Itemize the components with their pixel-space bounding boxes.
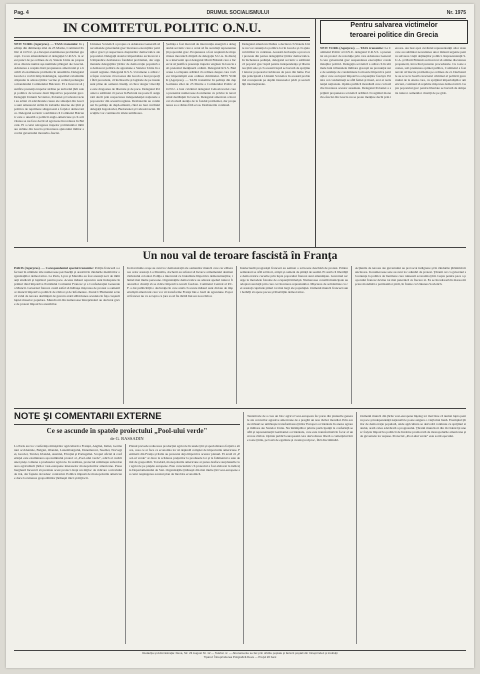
- column-divider: [123, 266, 124, 404]
- column-divider: [236, 266, 237, 404]
- france-article-column-4: Acţiunile de teroare ale guvernului au provocat indignare şi în rândurile ţărănimii muncitoare. In numeroase sate au avut loc adunări de protest. Ţăranii cer ca guvernul să renunţe la politica de înarmare care ruinează economia ţării. Lupta pentru pace a poporului francez devine tot mai puternică cu fiecare zi. Ea se încadrează în marea mişcare mondială a partizanilor păcii, în frunte cu Uniunea Sovietică.: [355, 266, 466, 287]
- un-col1-text: In şedinţa din dimineaţa zilei de 23 Martie, Comitetul Politic al O.N.U. şi-a început examinarea problemei greceşti. Cu un amendament al delegaţiei U.R.S.S. la acest punct de pe ordinea de zi, Statele Unite au propus să se discute numai aşa numitele plângeri ale Greciei. Adunarea a respins însă propunerea americană şi a hotărît să examineze problema în ansamblu. Delegatul Greciei a vorbit timp îndelungat, repetând calomniile obişnuite la adresa ţărilor vecine şi cerând prelungirea mandatului Comitetului Balcanic. El a încercat să justifice prezenţa trupelor străine pe teritoriul ţării sale şi politica de teroare dusă împotriva poporului grec. Delegaţii Uniunii Sovietice, Poloniei şi Cehoslovaciei au arătat că adevăratele cauze ale situaţiei din Grecia sunt amestecul străin în treburile interne ale ţării şi politica de reprimare sângeroasă a forţelor democratice. Delegatul sovietic a subliniat că Comitetul Balcanic este o unealtă a politicii anglo-americane şi că activitatea sa nu face decât să agraveze încordarea în Balcani. El a cerut retragerea trupelor şi misiunilor militare străine din Grecia şi încetarea ajutorului militar acordat guvernului monarho-fascist.: [14, 42, 84, 136]
- greece-headline-line-1: Pentru salvarea victimelor: [350, 22, 438, 29]
- greece-dateline: NEW YORK (Agerpres). — TASS transmite:: [320, 46, 384, 50]
- header-rule: [14, 18, 466, 19]
- section-rule: [14, 408, 466, 409]
- un-article-column-4: Delegatul american Dulles a declarat că Statele Unite nu vor renunţa la politica lor în Grecia şi că ajutorul militar va continua. Această declaraţie a provocat proteste din partea delegaţiilor ţărilor democratice. In încheierea şedinţei, delegatul sovietic a subliniat că poporul grec luptă pentru independenţa şi libertatea ţării sale şi că această luptă se bucură de sprijinul tuturor popoarelor iubitoare de pace din lume. Poziţia principială a Uniunii Sovietice în această problemă corespunde pe deplin intereselor păcii şi securităţii internaţionale.: [242, 42, 310, 87]
- greece-text: La Comitetul Politic al O.N.U. delegatul U.R.S.S. a prezentat un proiect de rezoluţie prin care Adunarea Generală cere guvernului grec suspendarea execuţiilor condamnaţilor politici. Delegaţia sovietică a arătat că în ultimele luni tribunalele militare greceşti au pronunţat sute de sentinţe de condamnare la moarte împotriva patrioţilor care au luptat împotriva ocupanţilor fascişti. Printre cei condamnaţi se află femei şi tineri, eroi ai rezistenţei naţionale. Opinia publică mondială cere cu hotărîre încetarea acestor asasinate. Delegatul Poloniei a sprijinit propunerea sovietică arătând că regimul monarho-fascist din Grecia nu se poate menţine decât prin teroare. Au luat apoi cuvântul reprezentanţii altor state care au subliniat necesitatea unor măsuri urgente pentru salvarea vieţii deţinuţilor politici. Reprezentanţii S.U.A. şi Marii Britanii au încercat să amâne discutarea propunerii, invocând pretexte procedurale. Cu toate acestea, sub presiunea opiniei publice, Comitetul a fost nevoit să înscrie problema pe ordinea de zi. Dezbaterile au scos la iveală caracterul criminal al politicii guvernului de la Atena care, cu sprijinul imperialiştilor americani, continuă să reprime mişcarea democratică. Lupta poporului grec pentru libertate se bucură de simpatia tuturor oamenilor cinstiţi de pe glob.: [320, 46, 466, 99]
- un-article-column-1: [14, 42, 84, 242]
- issue-number: Nr. 1975: [446, 10, 466, 16]
- france-article-column-1: [14, 266, 120, 404]
- un-dateline: NEW YORK (Agerpres). — TASS transmite:: [14, 42, 79, 46]
- notes-byline: de G. RASSADIN: [110, 436, 144, 441]
- footer-line-1: Redacţia şi Administraţia: Deva, Str. 23 August Nr. 12 — Telefon nr. — Abonamente se fac prin oficiile poştale şi factorii poştali din întreprinderi şi instituţii: [142, 651, 338, 655]
- footer-line-2: Tiparul: Întreprinderea Poligrafică Deva — Preţul 20 bani: [203, 654, 277, 659]
- column-divider: [356, 412, 357, 644]
- notes-article-column-2: Planul prevede reducerea producţiei agricole în unele ţări şi specializarea forţată a altora, ceea ce ar face ca economia lor să depindă complet de importurile americane. Fermierii din Franţa şi Italia au protestat deja împotriva acestor planuri. Ei arată că „Pool-ul verde" ar duce la scăderea preţurilor la produsele lor şi la falimentul a sute de mii de gospodării. Totodată, monopolurile americane ar putea desface surplusurile lor agricole pe pieţele europene. Este caracteristic că proiectul a fost elaborat la indicaţia Departamentului de Stat. Organizaţiile ţărăneşti din mai multe ţări vest-europene au cerut respingerea acestui plan de înrobire economică.: [129, 444, 240, 477]
- france-article-column-2: In mai multe oraşe au avut loc demonstraţii ale oamenilor muncii care cer eliberarea celor arestaţi. La Marsilia, docherii au refuzat să încarce armamentul destinat războiului colonial. Poliţia a intervenit cu brutalitate împotriva demonstranţilor, rănind mai multe persoane. Organizaţiile democratice au adresat apeluri tuturor francezilor cinstiţi să se ridice împotriva terorii fasciste. Comitetul Central al P.C.F. a dat publicităţii o declaraţie în care arată că aceste măsuri sunt dictate de imperialiştii americani care vor să transforme Franţa într-o bază de agresiune. Poporul francez nu va accepta ca ţara sa să fie târâtă într-un nou război.: [127, 266, 233, 299]
- un-article-column-2: Uniunea Sovietică a propus ca Adunarea Generală să recomande guvernului grec încetarea execuţiilor patrioţilor greci şi respectarea drepturilor democratice ale poporului. Delegaţii statelor imperialiste au încercat să împiedice dezbaterea fondului problemei, dar argumentele delegaţiilor ţărilor de democraţie populară au demascat politica de agresiune a Statelor Unite în această regiune. Delegatul R.S.S. Ucrainene a arătat cu fapte concrete că teroarea din Grecia a luat proporţii fără precedent, că închisorile şi lagărele de pe insule sunt pline de oameni cinstiţi, al căror singur vinovăţie este dragostea de libertate şi de pace. Delegatul Poloniei a subliniat că pacea în Balcani nu poate fi asigurată decât prin respectarea independenţei naţionale a popoarelor din această regiune. Dezbaterile au continuat în şedinţa de după-amiază, când au luat cuvântul delegaţii Iugoslaviei, Bielorusiei şi Cehoslovaciei. Discuţiile vor continua în zilele următoare.: [90, 42, 160, 115]
- france-article-column-3: Intelectualii progresişti francezi au semnat o scrisoare deschisă de protest. Printre semnatari se află scriitori, artişti şi oameni de ştiinţă de seamă. Ei arată că libertăţile democratice cucerite prin lupta poporului francez sunt ameninţate. Guvernul recurge la metodele folosite de ocupanţii hitlerişti. Numeroase consilii municipale au adoptat rezoluţii prin care cer încetarea represiunilor. Mişcarea de solidaritate cu cei arestaţi cuprinde pături tot mai largi ale populaţiei. Oamenii muncii francezi sunt hotărîţi să apere pacea şi libertăţile democratice.: [240, 266, 348, 295]
- france-col1-text: Poliţia franceză a efectuat în ultimele zile numeroase percheziţii şi arestări în rândurile membrilor organizaţiilor democratice. La Paris, Lyon şi Marsilia au fost arestaţi zeci de militanţi sindicali şi luptători pentru pace. Aceste măsuri represive sunt îndreptate în primul rând împotriva Partidului Comunist Francez şi a Confederaţiei Generale a Muncii. Guvernul francez caută astfel să înăbuşe mişcarea de protest a oamenilor muncii împotriva politicii de război şi de înfometare. Ziarul L'Humanité scrie că valul de teroare dezlănţuit de guvern arată slăbiciunea acestuia în faţa creşterii luptei maselor populare. Muncitorii din numeroase întreprinderi au declarat greve de protest împotriva arestărilor.: [14, 266, 120, 307]
- france-dateline: PARIS (Agerpres). — Corespondentul special transmite:: [14, 266, 94, 270]
- notes-article-column-1: La Paris are loc conferinţa miniştrilor agriculturii a Franţei, Angliei, Italiei, Germaniei occidentale, Belgiei, Olandei, Luxemburgului, Danemarcei, Suediei, Norvegiei, Greciei, Turciei, Irlandei, Austriei, Elveţiei şi Portugaliei. Scopul oficial al conferinţei este examinarea aşa numitului proiect al „Pool-ului verde", adică al creării unei pieţe comune a produselor agricole. In realitate, proiectul urmăreşte subordonarea agriculturii ţărilor vest-europene intereselor monopolurilor americane. Presa burgheză încearcă să prezinte acest proiect drept un mijloc de ridicare a nivelului de trai, dar faptele dovedesc contrariul. Politica impusă de monopolurile americane duce la ruinarea gospodăriilor ţărăneşti mici şi mijlocii.: [14, 444, 122, 481]
- un-article-headline: IN COMITETUL POLITIC O.N.U.: [63, 20, 261, 35]
- page-header: [14, 8, 466, 18]
- notes-article-headline: Ce se ascunde în spatele proiectului „Pool-ului verde": [46, 427, 208, 435]
- column-divider: [125, 444, 126, 644]
- section-rule: [14, 247, 466, 248]
- column-divider: [243, 412, 244, 644]
- notes-article-column-4: Oamenii muncii din ţările vest-europene înţeleg tot mai bine că numai lupta pentru pace şi independenţă naţională le poate asigura o viaţă mai bună. Exemplul ţărilor de democraţie populară, unde agricultura se dezvoltă continuu cu sprijinul statului, arată calea adevărată a progresului. Ţăranii muncitori din Occident îşi unesc forţele împotriva politicii de înrobire promovată de monopolurile americane şi de guvernele lor supuse. Proiectul „Pool-ului verde" este sortit eşecului.: [360, 414, 466, 439]
- greece-article-headline: [320, 20, 468, 44]
- newspaper-title: DRUMUL SOCIALISMULUI: [206, 10, 269, 16]
- column-divider: [351, 266, 352, 404]
- column-divider: [239, 42, 240, 242]
- greece-article-body: [320, 46, 466, 242]
- column-divider: [163, 42, 164, 242]
- france-article-headline: Un nou val de teroare fascistă în Franţa: [142, 250, 338, 262]
- greece-headline-line-2: teroarei politice din Grecia: [349, 32, 439, 39]
- section-divider: [315, 18, 316, 248]
- notes-article-column-3: Tentativele de a crea un bloc agricol vest-european fac parte din planurile generale ale cercurilor agresive americane de a pregăti un nou război mondial. Prin aceste măsuri se urmăreşte transformarea ţărilor Europei occidentale în anexe agrare şi militare ale Statelor Unite. Nu întâmplător printre participanţii la conferinţă se află şi reprezentanţii Germaniei occidentale, care este transformată în focar al unui nou război. Opinia publică europeană cere dezvoltarea liberă a comerţului între toate ţările, pe bază de egalitate şi avantaj reciproc, fără discriminări.: [247, 414, 353, 443]
- page-number: Pag. 4: [14, 10, 29, 16]
- page-footer: [14, 650, 466, 664]
- section-rule: [14, 424, 240, 425]
- column-divider: [87, 42, 88, 242]
- un-article-column-3: Şedinţa a fost marcată de intervenţia energică a delegatului sovietic care a cerut să fie ascultaţi reprezentanţii poporului grec. Propunerea a fost respinsă de majoritatea mecanică dirijată de delegaţia S.U.A. In discuţie a intervenit apoi delegatul Marii Britanii care a încercat să justifice prezenţa trupelor engleze în Grecia sub pretextul menţinerii ordinii. Delegatul R.S.S. Bieloruse i-a răspuns arătând că ordinea despre care vorbesc imperialiştii este ordinea cimitirului. NEW YORK (Agerpres). — TASS transmite: In şedinţa din după-amiaza zilei de 23 Martie a Comitetului Politic al O.N.U. a luat cuvântul delegatul Cehoslovaciei care a prezentat numeroase documente cu privire la terorismul dezlănţuit în Grecia. Delegatul american a încercat să abată atenţia de la fondul problemei, dar propunerea sa a rămas fără ecou. Dezbaterile continuă.: [166, 42, 236, 107]
- un-headline-rule: [14, 37, 310, 41]
- notes-section-title: NOTE ŞI COMENTARII EXTERNE: [14, 411, 162, 422]
- newspaper-page: [6, 4, 474, 668]
